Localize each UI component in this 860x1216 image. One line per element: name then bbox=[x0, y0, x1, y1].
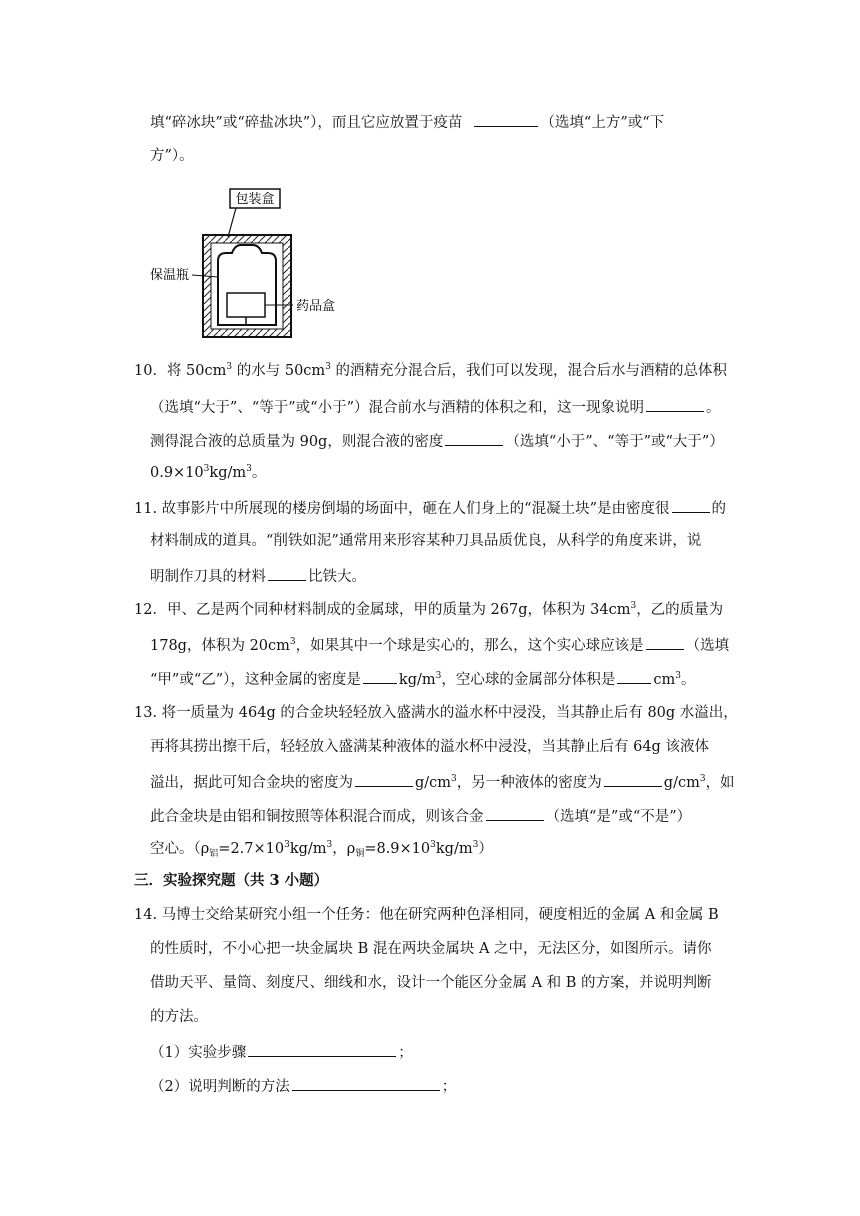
q14-line-1: 14. 马博士交给某研究小组一个任务：他在研究两种色泽相同，硬度相近的金属 A 和金属 B bbox=[134, 907, 719, 923]
answer-blank bbox=[604, 771, 662, 787]
q10-line-4: $0.9\times 10^3kg/m^3$。 bbox=[150, 464, 267, 481]
answer-blank bbox=[646, 396, 704, 412]
answer-blank bbox=[355, 771, 413, 787]
q13-line-2: 再将其捞出擦干后，轻轻放入盛满某种液体的溢水杯中浸没，当其静止后有 64g 该液体 bbox=[150, 739, 709, 755]
q10-line-3: 测得混合液的总质量为 90g，则混合液的密度 （选填“小于”、“等于”或“大于”） bbox=[150, 430, 724, 452]
q11-line-1: 11. 故事影片中所展现的楼房倒塌的场面中，砸在人们身上的“混凝土块”是由密度很 的 bbox=[134, 497, 726, 519]
answer-blank bbox=[248, 1041, 396, 1057]
box-label: 包装盒 bbox=[235, 192, 275, 207]
q14-line-2: 的性质时，不小心把一块金属块 B 混在两块金属块 A 之中，无法区分，如图所示。请你 bbox=[150, 941, 712, 957]
answer-blank bbox=[646, 634, 684, 650]
q12-line-3: “甲”或“乙”），这种金属的密度是 $kg/m^3$，空心球的金属部分体积是 $cm^3$。 bbox=[150, 668, 695, 690]
answer-blank bbox=[292, 1075, 440, 1091]
flask-label: 保温瓶 bbox=[150, 268, 190, 283]
answer-blank bbox=[445, 430, 503, 446]
q10-line-2: （选填“大于”、“等于”或“小于”）混合前水与酒精的体积之和，这一现象说明 。 bbox=[150, 396, 720, 418]
q14-line-4: 的方法。 bbox=[150, 1009, 208, 1025]
answer-blank bbox=[672, 497, 710, 513]
q13-line-3: 溢出，据此可知合金块的密度为 $g/cm^3$，另一种液体的密度为 $g/cm^3$，如 bbox=[150, 771, 735, 793]
q13-line-5: 空心。（$\rho_铝=2.7\times 10^3kg/m^3$，$\rho_铜=8.9\times 10^3kg/m^3$） bbox=[150, 840, 493, 859]
q12-line-1: 12．甲、乙是两个同种材料制成的金属球，甲的质量为 267g，体积为 $34cm^3$，乙的质量为 bbox=[134, 601, 724, 618]
answer-blank bbox=[363, 668, 397, 684]
q14-step-1: （1）实验步骤 ； bbox=[150, 1041, 413, 1063]
q11-line-3: 明制作刀具的材料 比铁大。 bbox=[150, 565, 366, 587]
q14-line-3: 借助天平、量筒、刻度尺、细线和水，设计一个能区分金属 A 和 B 的方案，并说明判断 bbox=[150, 975, 712, 991]
q12-line-2: 178g，体积为 $20cm^3$，如果其中一个球是实心的，那么，这个实心球应该是 （选填 bbox=[150, 634, 729, 656]
answer-blank bbox=[268, 565, 306, 581]
q14-step-2: （2）说明判断的方法 ； bbox=[150, 1075, 456, 1097]
answer-blank bbox=[617, 668, 651, 684]
q9-line-1: 填“碎冰块”或“碎盐冰块”），而且它应放置于疫苗 （选填“上方”或“下 bbox=[150, 111, 664, 133]
medicine-box-label: 药品盒 bbox=[296, 299, 336, 314]
q9-line-2: 方”）。 bbox=[150, 148, 194, 164]
q13-line-1: 13. 将一质量为 464g 的合金块轻轻放入盛满水的溢水杯中浸没，当其静止后有 80g 水溢出， bbox=[134, 705, 738, 721]
q10-line-1: 10．将 $50cm^3$ 的水与 $50cm^3$ 的酒精充分混合后，我们可以发现，混合后水与酒精的总体积 bbox=[134, 362, 728, 379]
insulated-box-figure bbox=[148, 185, 358, 345]
q13-line-4: 此合金块是由铝和铜按照等体积混合而成，则该合金 （选填“是”或“不是”） bbox=[150, 805, 691, 827]
section-heading: 三．实验探究题（共 3 小题） bbox=[134, 872, 329, 889]
answer-blank bbox=[474, 111, 538, 127]
q11-line-2: 材料制成的道具。“削铁如泥”通常用来形容某种刀具品质优良，从科学的角度来讲，说 bbox=[150, 533, 702, 549]
answer-blank bbox=[486, 805, 544, 821]
